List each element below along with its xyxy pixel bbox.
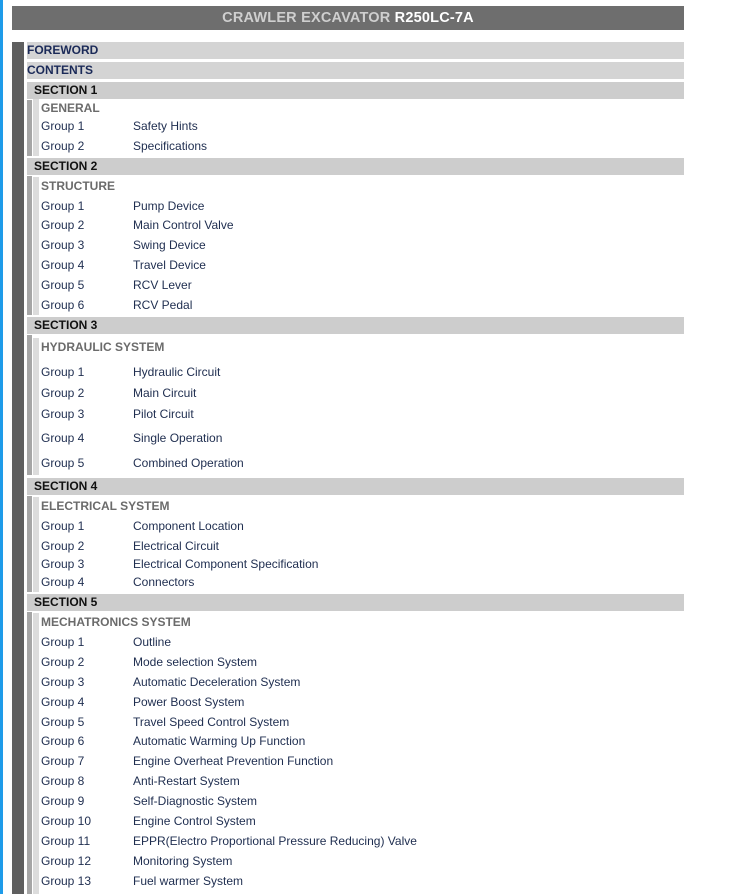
section-heading: HYDRAULIC SYSTEM [41, 340, 165, 354]
group-title-link[interactable]: Engine Control System [133, 814, 256, 828]
section-label: SECTION 1 [34, 83, 98, 97]
group-title-link[interactable]: Self-Diagnostic System [133, 794, 258, 808]
foreword-link[interactable] [27, 42, 684, 59]
group-number[interactable]: Group 8 [41, 774, 85, 788]
section-header[interactable] [27, 594, 684, 611]
group-number[interactable]: Group 4 [41, 695, 85, 709]
section-tree-bar [27, 612, 32, 894]
group-title-link[interactable]: Hydraulic Circuit [133, 365, 221, 379]
group-title-link[interactable]: RCV Pedal [133, 298, 193, 312]
left-accent-bar [0, 0, 3, 894]
group-number[interactable]: Group 5 [41, 278, 85, 292]
group-tree-bar [33, 338, 39, 475]
section-header[interactable] [27, 478, 684, 495]
group-number[interactable]: Group 1 [41, 199, 85, 213]
group-tree-bar [33, 497, 39, 592]
group-number[interactable]: Group 2 [41, 139, 85, 153]
section-label: SECTION 4 [34, 479, 98, 493]
group-number[interactable]: Group 3 [41, 407, 85, 421]
group-title-link[interactable]: Pump Device [133, 199, 205, 213]
group-title-link[interactable]: Safety Hints [133, 119, 198, 133]
group-title-link[interactable]: Main Control Valve [133, 218, 234, 232]
group-title-link[interactable]: Anti-Restart System [133, 774, 240, 788]
group-number[interactable]: Group 5 [41, 715, 85, 729]
title-prefix: CRAWLER EXCAVATOR [222, 10, 395, 26]
outer-tree-bar [12, 42, 24, 894]
group-title-link[interactable]: Outline [133, 635, 172, 649]
section-heading: STRUCTURE [41, 179, 115, 193]
group-number[interactable]: Group 1 [41, 635, 85, 649]
section-header[interactable] [27, 82, 684, 99]
group-number[interactable]: Group 3 [41, 238, 85, 252]
group-number[interactable]: Group 12 [41, 854, 92, 868]
group-number[interactable]: Group 10 [41, 814, 92, 828]
section-tree-bar [27, 496, 32, 592]
group-number[interactable]: Group 13 [41, 874, 92, 888]
group-title-link[interactable]: EPPR(Electro Proportional Pressure Reducing) Valve [133, 834, 417, 848]
group-title-link[interactable]: Engine Overheat Prevention Function [133, 754, 334, 768]
group-number[interactable]: Group 6 [41, 298, 85, 312]
section-header[interactable] [27, 158, 684, 175]
group-number[interactable]: Group 2 [41, 386, 85, 400]
group-tree-bar [33, 613, 39, 894]
section-tree-bar [27, 335, 32, 475]
group-number[interactable]: Group 5 [41, 456, 85, 470]
group-title-link[interactable]: Specifications [133, 139, 208, 153]
foreword-label: FOREWORD [27, 43, 99, 57]
section-heading: ELECTRICAL SYSTEM [41, 499, 170, 513]
group-number[interactable]: Group 4 [41, 575, 85, 589]
group-number[interactable]: Group 6 [41, 734, 85, 748]
group-title-link[interactable]: Connectors [133, 575, 195, 589]
group-tree-bar [33, 99, 39, 156]
group-number[interactable]: Group 9 [41, 794, 85, 808]
group-number[interactable]: Group 11 [41, 834, 91, 848]
group-title-link[interactable]: Single Operation [133, 431, 223, 445]
contents-link[interactable] [27, 62, 684, 79]
group-title-link[interactable]: Component Location [133, 519, 244, 533]
section-label: SECTION 3 [34, 318, 98, 332]
group-number[interactable]: Group 1 [41, 519, 85, 533]
group-number[interactable]: Group 1 [41, 119, 85, 133]
group-number[interactable]: Group 1 [41, 365, 85, 379]
group-number[interactable]: Group 3 [41, 557, 85, 571]
group-number[interactable]: Group 2 [41, 539, 85, 553]
section-heading: MECHATRONICS SYSTEM [41, 615, 191, 629]
group-title-link[interactable]: Mode selection System [133, 655, 258, 669]
group-number[interactable]: Group 2 [41, 218, 85, 232]
group-title-link[interactable]: Travel Device [133, 258, 206, 272]
group-title-link[interactable]: Automatic Warming Up Function [133, 734, 306, 748]
group-title-link[interactable]: Electrical Component Specification [133, 557, 319, 571]
group-title-link[interactable]: Travel Speed Control System [133, 715, 290, 729]
group-title-link[interactable]: Power Boost System [133, 695, 245, 709]
section-label: SECTION 2 [34, 159, 98, 173]
section-tree-bar [27, 100, 32, 156]
group-title-link[interactable]: Electrical Circuit [133, 539, 220, 553]
page-title [12, 6, 684, 30]
section-tree-bar [27, 176, 32, 315]
group-title-link[interactable]: Fuel warmer System [133, 874, 244, 888]
section-header[interactable] [27, 317, 684, 334]
group-tree-bar [33, 177, 39, 315]
group-title-link[interactable]: Automatic Deceleration System [133, 675, 301, 689]
group-title-link[interactable]: Swing Device [133, 238, 206, 252]
section-heading: GENERAL [41, 101, 100, 115]
group-title-link[interactable]: Main Circuit [133, 386, 197, 400]
group-title-link[interactable]: RCV Lever [133, 278, 192, 292]
group-number[interactable]: Group 2 [41, 655, 85, 669]
group-number[interactable]: Group 3 [41, 675, 85, 689]
contents-label: CONTENTS [27, 63, 93, 77]
group-title-link[interactable]: Combined Operation [133, 456, 244, 470]
group-title-link[interactable]: Pilot Circuit [133, 407, 194, 421]
title-model: R250LC-7A [394, 10, 474, 26]
group-title-link[interactable]: Monitoring System [133, 854, 233, 868]
group-number[interactable]: Group 4 [41, 258, 85, 272]
group-number[interactable]: Group 7 [41, 754, 85, 768]
group-number[interactable]: Group 4 [41, 431, 85, 445]
section-label: SECTION 5 [34, 595, 98, 609]
